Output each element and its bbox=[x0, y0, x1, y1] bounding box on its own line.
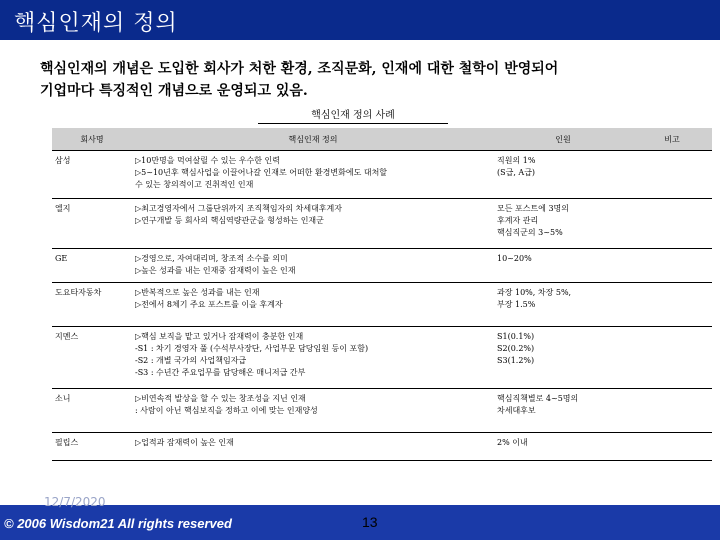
footer-date: 12/7/2020 bbox=[44, 495, 106, 509]
count-line: S2(0.2%) bbox=[497, 344, 535, 353]
cell-note bbox=[632, 327, 712, 389]
cell-note bbox=[632, 249, 712, 283]
count-line: 차세대후보 bbox=[497, 406, 536, 415]
cell-definition bbox=[132, 249, 494, 283]
cell-definition bbox=[132, 283, 494, 327]
definition-line: ▷전에서 8체기 주요 포스트를 이을 후계자 bbox=[135, 300, 283, 309]
cell-note bbox=[632, 151, 712, 199]
definition-line: ▷경영으로, 자여대리며, 창조적 소수를 의미 bbox=[135, 254, 288, 263]
footer-copyright: © 2006 Wisdom21 All rights reserved bbox=[4, 516, 232, 531]
definition-line: ▷비연속적 발상을 할 수 있는 창조성을 지닌 인재 bbox=[135, 394, 306, 403]
cell-count bbox=[494, 389, 632, 433]
definition-line: ▷최고경영자에서 그룹단위까지 조직책임자의 차세대후계자 bbox=[135, 204, 342, 213]
count-line: 모든 포스트에 3명의 bbox=[497, 204, 569, 213]
cell-company: 엘지 bbox=[52, 199, 132, 249]
definition-line: 수 있는 창의적이고 진취적인 인재 bbox=[135, 180, 254, 189]
table-row bbox=[52, 199, 712, 249]
cell-company: 지멘스 bbox=[52, 327, 132, 389]
definition-line: -S3 : 수년간 주요업무를 담당해온 매니저급 간부 bbox=[135, 368, 306, 377]
cell-count bbox=[494, 151, 632, 199]
cell-definition bbox=[132, 151, 494, 199]
definition-line: -S2 : 개별 국가의 사업책임자급 bbox=[135, 356, 247, 365]
col-header-count: 인원 bbox=[494, 128, 632, 151]
intro-line-1: 핵심인재의 개념은 도입한 회사가 처한 환경, 조직문화, 인재에 대한 철학이 반영되어 bbox=[40, 61, 559, 77]
definition-line: ▷반복적으로 높은 성과를 내는 인재 bbox=[135, 288, 260, 297]
definition-line: ▷핵심 보직을 맡고 있거나 잠재력이 충분한 인재 bbox=[135, 332, 304, 341]
count-line: 10~20% bbox=[497, 254, 532, 263]
count-line: 2% 이내 bbox=[497, 438, 528, 447]
definition-line: -S1 : 차기 경영자 풀 (수석부사장단, 사업부문 담당임원 등이 포함) bbox=[135, 344, 369, 353]
count-line: (S급, A급) bbox=[497, 168, 536, 177]
definition-line: ▷5~10년후 핵심사업을 이끌어나갈 인재로 어떠한 환경변화에도 대처할 bbox=[135, 168, 388, 177]
count-line: 부장 1.5% bbox=[497, 300, 536, 309]
cell-count bbox=[494, 249, 632, 283]
count-line: 후계자 관리 bbox=[497, 216, 539, 225]
definition-line: ▷연구개발 등 회사의 핵심역량관군을 형성하는 인재군 bbox=[135, 216, 324, 225]
count-line: 핵심직책별로 4~5명의 bbox=[497, 394, 579, 403]
cell-company: 도요타자동차 bbox=[52, 283, 132, 327]
count-line: 핵심직군의 3~5% bbox=[497, 228, 563, 237]
definition-line: ▷업적과 잠재력이 높은 인재 bbox=[135, 438, 234, 447]
cell-note bbox=[632, 433, 712, 461]
col-header-company: 회사명 bbox=[52, 128, 132, 151]
page-number: 13 bbox=[362, 514, 378, 530]
cell-note bbox=[632, 389, 712, 433]
page-title: 핵심인재의 정의 bbox=[14, 11, 178, 36]
table-caption: 핵심인재 정의 사례 bbox=[258, 106, 448, 124]
cell-count bbox=[494, 283, 632, 327]
intro-text bbox=[40, 58, 680, 102]
cell-note bbox=[632, 199, 712, 249]
cell-company: GE bbox=[52, 249, 132, 283]
table-row bbox=[52, 151, 712, 199]
intro-line-2: 기업마다 특징적인 개념으로 운영되고 있음. bbox=[40, 83, 308, 99]
table-header-row bbox=[52, 128, 712, 151]
col-header-note: 비고 bbox=[632, 128, 712, 151]
definition-line: ▷높은 성과를 내는 인재중 잠재력이 높은 인재 bbox=[135, 266, 296, 275]
cell-count bbox=[494, 433, 632, 461]
definition-table bbox=[52, 128, 712, 461]
cell-definition bbox=[132, 327, 494, 389]
cell-definition bbox=[132, 199, 494, 249]
col-header-definition: 핵심인재 정의 bbox=[132, 128, 494, 151]
count-line: 직원의 1% bbox=[497, 156, 536, 165]
cell-count bbox=[494, 199, 632, 249]
table-row bbox=[52, 249, 712, 283]
table-row bbox=[52, 389, 712, 433]
cell-note bbox=[632, 283, 712, 327]
cell-definition bbox=[132, 433, 494, 461]
table-row bbox=[52, 327, 712, 389]
count-line: S3(1.2%) bbox=[497, 356, 535, 365]
cell-company: 소니 bbox=[52, 389, 132, 433]
cell-company: 삼성 bbox=[52, 151, 132, 199]
cell-definition bbox=[132, 389, 494, 433]
definition-line: : 사람이 아닌 핵심보직을 정하고 이에 맞는 인재양성 bbox=[135, 406, 318, 415]
table-row bbox=[52, 283, 712, 327]
table-row bbox=[52, 433, 712, 461]
count-line: 과장 10%, 차장 5%, bbox=[497, 288, 572, 297]
count-line: S1(0.1%) bbox=[497, 332, 535, 341]
cell-count bbox=[494, 327, 632, 389]
definition-line: ▷10만명을 먹여살릴 수 있는 우수한 인력 bbox=[135, 156, 280, 165]
cell-company: 필립스 bbox=[52, 433, 132, 461]
